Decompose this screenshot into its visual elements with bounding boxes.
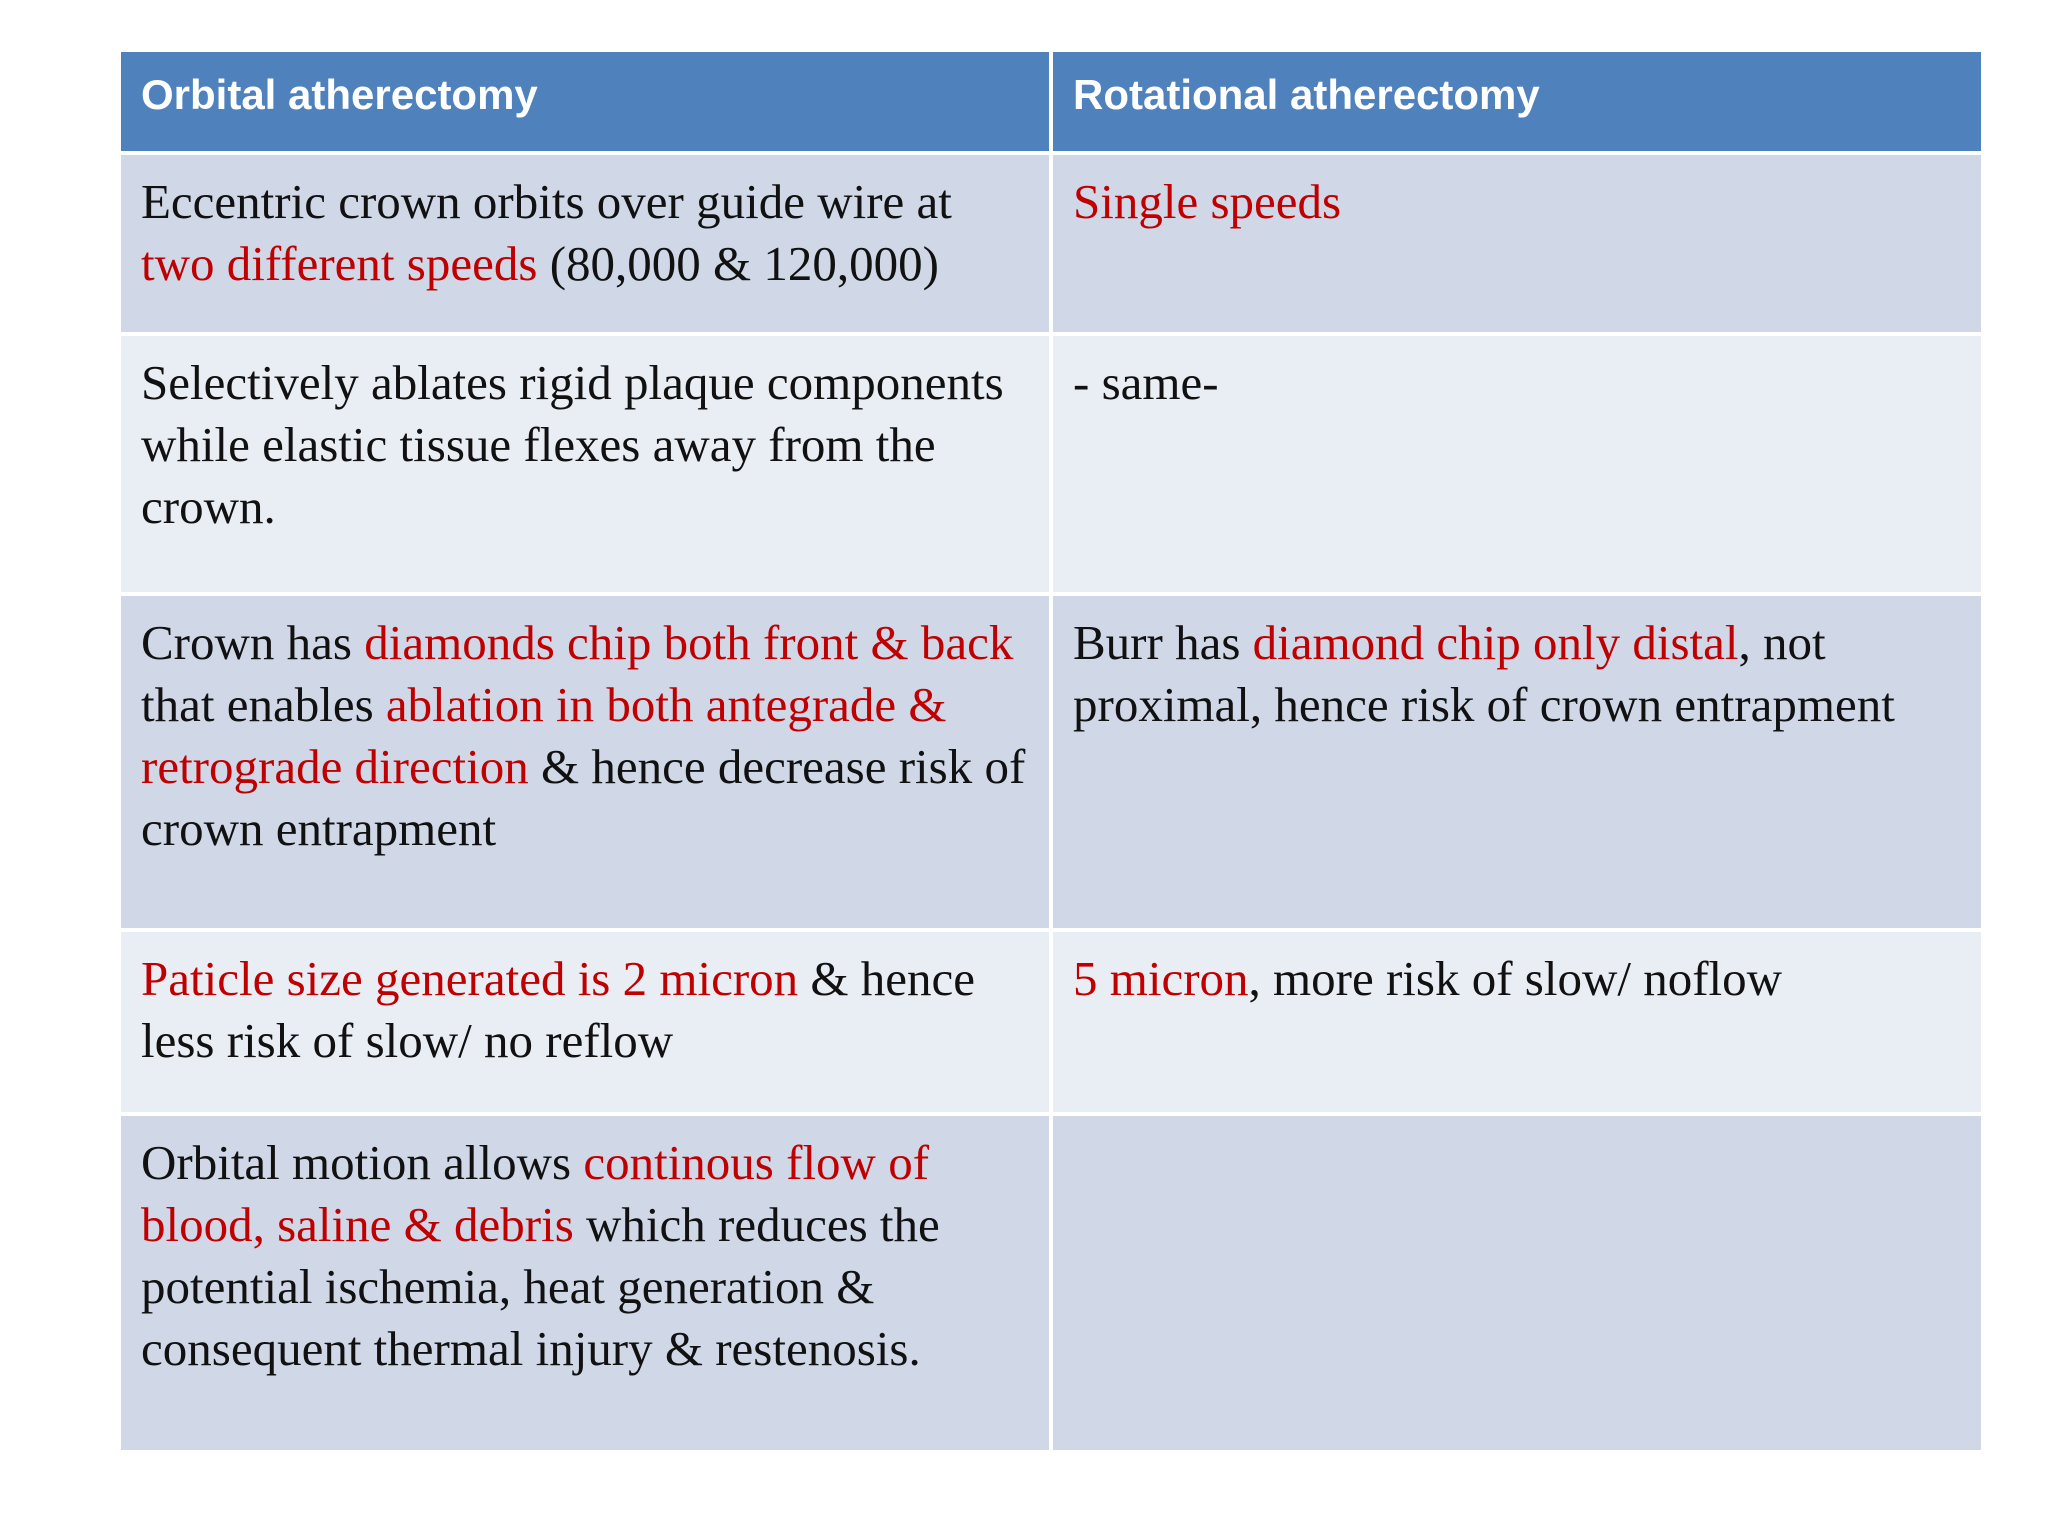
cell-orbital-row-1 bbox=[121, 155, 1049, 332]
cell-orbital-row-3 bbox=[121, 596, 1049, 928]
cell-text: & hence less risk of slow/ no reflow bbox=[141, 951, 976, 1068]
cell-orbital-row-4 bbox=[121, 932, 1049, 1112]
highlighted-text: Single speeds bbox=[1073, 174, 1342, 229]
cell-text: Orbital motion allows bbox=[141, 1135, 584, 1190]
cell-text: (80,000 & 120,000) bbox=[537, 236, 939, 291]
cell-text: Selectively ablates rigid plaque components while elastic tissue flexes away from the crown. bbox=[141, 355, 1004, 534]
cell-text: Crown has bbox=[141, 615, 365, 670]
header-rotational: Rotational atherectomy bbox=[1053, 52, 1981, 151]
cell-orbital-row-2 bbox=[121, 336, 1049, 592]
highlighted-text: 5 micron bbox=[1073, 951, 1249, 1006]
highlighted-text: continous flow of blood, saline & debris bbox=[141, 1135, 930, 1252]
cell-rotational-row-1 bbox=[1053, 155, 1981, 332]
cell-text: which reduces the potential ischemia, heat generation & consequent thermal injury & restenosis. bbox=[141, 1197, 940, 1376]
comparison-table bbox=[121, 52, 1983, 1450]
highlighted-text: Paticle size generated is 2 micron bbox=[141, 951, 799, 1006]
highlighted-text: diamonds chip both front & back bbox=[364, 615, 1014, 670]
cell-text: - same- bbox=[1073, 355, 1219, 410]
cell-text: Burr has bbox=[1073, 615, 1253, 670]
cell-rotational-row-3 bbox=[1053, 596, 1981, 928]
highlighted-text: ablation in both antegrade & retrograde direction bbox=[141, 677, 947, 794]
cell-orbital-row-5 bbox=[121, 1116, 1049, 1450]
cell-text: Eccentric crown orbits over guide wire at bbox=[141, 174, 952, 229]
cell-rotational-row-4 bbox=[1053, 932, 1981, 1112]
header-orbital: Orbital atherectomy bbox=[121, 52, 1049, 151]
highlighted-text: two different speeds bbox=[141, 236, 538, 291]
cell-text: that enables bbox=[141, 677, 386, 732]
cell-rotational-row-2 bbox=[1053, 336, 1981, 592]
cell-text: , more risk of slow/ noflow bbox=[1248, 951, 1783, 1006]
cell-text: , not proximal, hence risk of crown entrapment bbox=[1073, 615, 1895, 732]
cell-text: & hence decrease risk of crown entrapment bbox=[141, 739, 1026, 856]
highlighted-text: diamond chip only distal bbox=[1252, 615, 1739, 670]
cell-rotational-row-5 bbox=[1053, 1116, 1981, 1450]
